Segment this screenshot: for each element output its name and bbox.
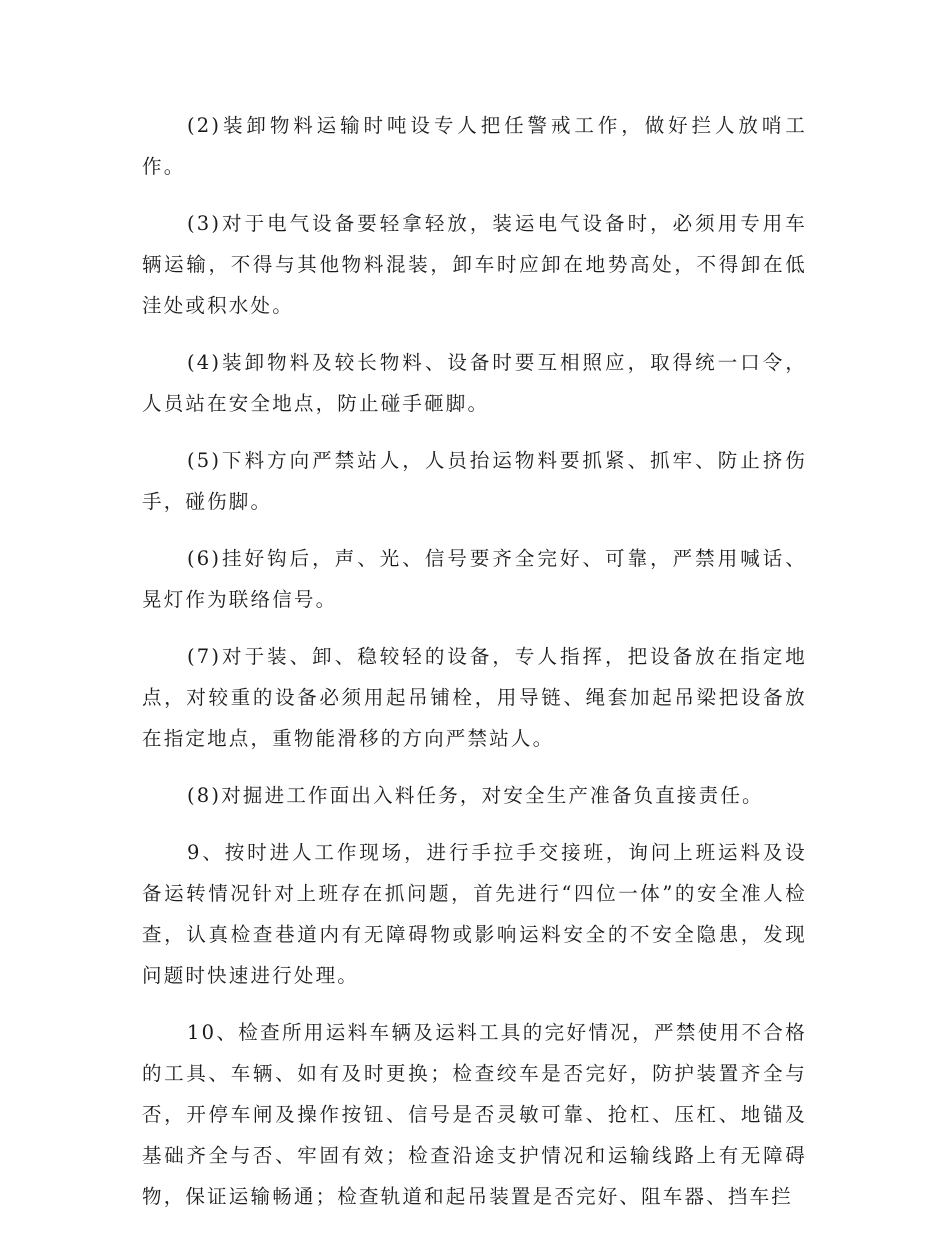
paragraph-item-5: (5)下料方向严禁站人，人员抬运物料要抓紧、抓牢、防止挤伤手，碰伤脚。 — [142, 449, 807, 513]
paragraph-section-9: 9、按时进人工作现场，进行手拉手交接班，询问上班运料及设备运转情况针对上班存在抓问题，首先进行“四位一体”的安全准人检查，认真检查巷道内有无障碍物或影响运料安全的不安全隐患，发现问题时快速进行处理。 — [142, 841, 807, 987]
paragraph-item-4: (4)装卸物料及较长物料、设备时要互相照应，取得统一口令，人员站在安全地点，防止碰手砸脚。 — [142, 351, 807, 415]
paragraph-item-8: (8)对掘进工作面出入料任务，对安全生产准备负直接责任。 — [187, 784, 764, 807]
paragraph-section-10: 10、检查所用运料车辆及运料工具的完好情况，严禁使用不合格的工具、车辆、如有及时更换；检查绞车是否完好，防护装置齐全与否，开停车闸及操作按钮、信号是否灵敏可靠、抢杠、压杠、地锚及基础齐全与否、牢固有效；检查沿途支护情况和运输线路上有无障碍物，保证运输畅通；检查轨道和起吊装置是否完好、阻车器、挡车拦 — [142, 1021, 807, 1208]
paragraph-item-3: (3)对于电气设备要轻拿轻放，装运电气设备时，必须用专用车辆运输，不得与其他物料混装，卸车时应卸在地势高处，不得卸在低洼处或积水处。 — [142, 212, 807, 317]
paragraph-item-2: (2)装卸物料运输时吨设专人把任警戒工作，做好拦人放哨工作。 — [142, 114, 807, 178]
document-body — [142, 105, 807, 1233]
paragraph-item-7: (7)对于装、卸、稳较轻的设备，专人指挥，把设备放在指定地点，对较重的设备必须用起吊铺栓，用导链、绳套加起吊梁把设备放在指定地点，重物能滑移的方向严禁站人。 — [142, 645, 807, 750]
paragraph-item-6: (6)挂好钩后，声、光、信号要齐全完好、可靠，严禁用喊话、晃灯作为联络信号。 — [142, 547, 807, 611]
